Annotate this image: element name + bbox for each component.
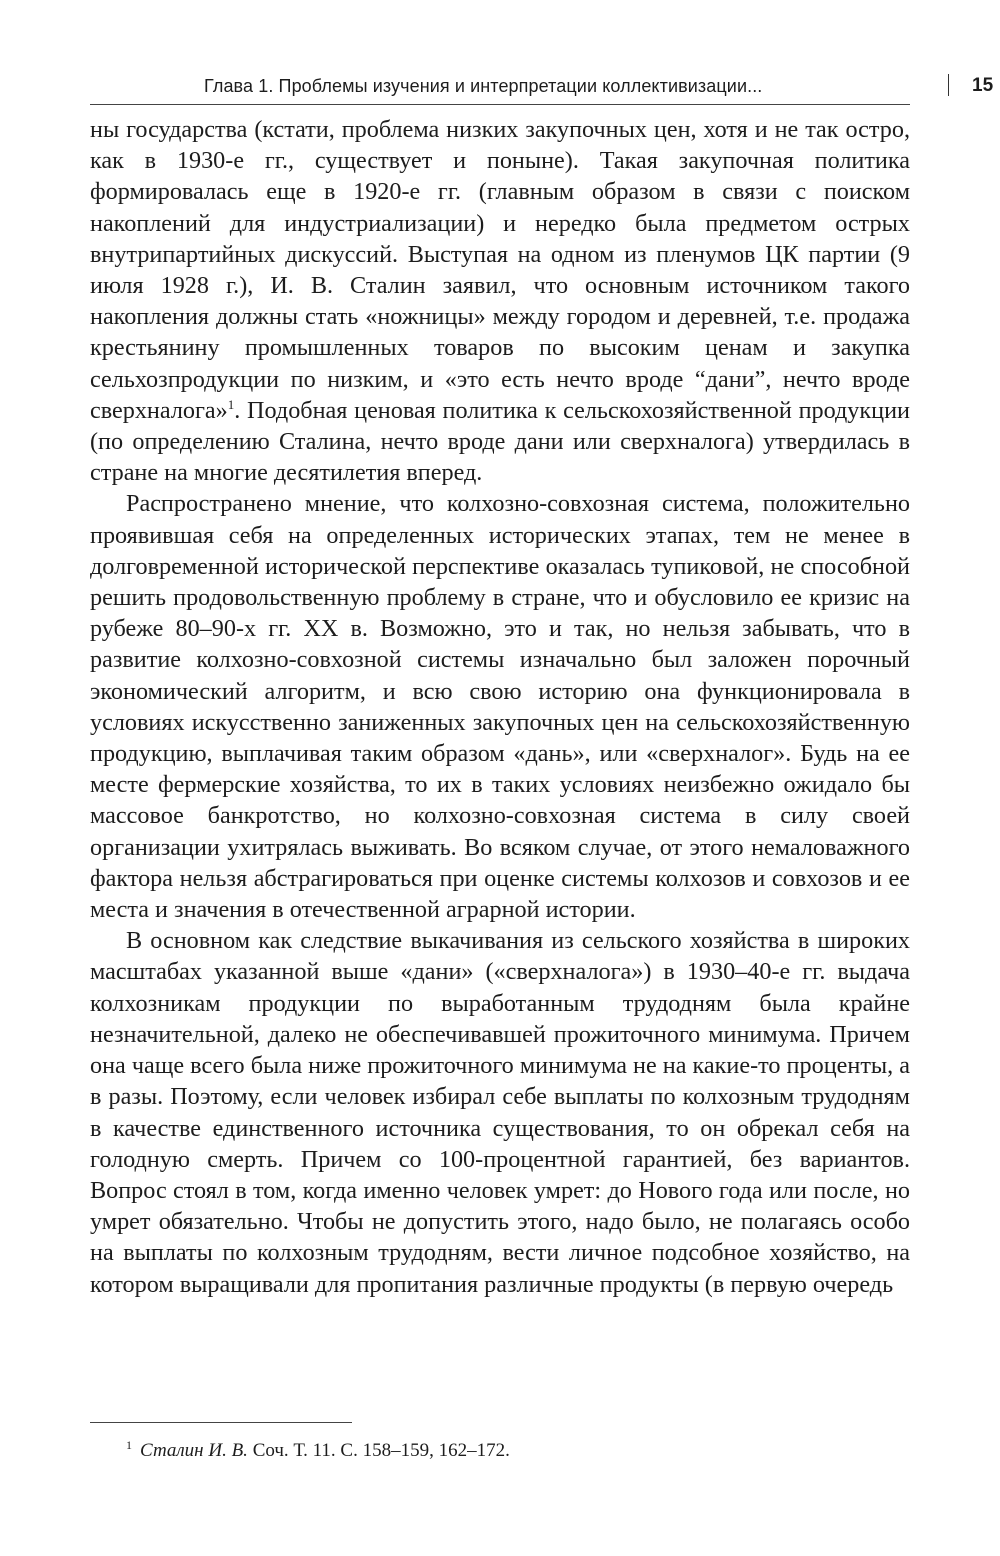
main-text bbox=[90, 114, 910, 1300]
footnote-citation: Соч. Т. 11. С. 158–159, 162–172. bbox=[252, 1440, 510, 1461]
paragraph-2: Распространено мнение, что колхозно-совхозная система, положительно проявившая себя на определенных исторических этапах, тем не менее в долговременной исторической перспективе оказалась тупиковой, не способной решить продовольственную проблему в стране, что и обусловило ее кризис на рубеже 80–90-х гг. XX в. Возможно, это и так, но нельзя забывать, что в развитие колхозно-совхозной системы изначально был заложен порочный экономический алгоритм, и всю свою историю она функционировала в условиях искусственно заниженных закупочных цен на сельскохозяйственную продукцию, выплачивая таким образом «дань», или «сверхналог». Будь на ее месте фермерские хозяйства, то их в таких условиях неизбежно ожидало бы массовое банкротство, но колхозно-совхозная система в силу своей организации ухитрялась выживать. Во всяком случае, от этого немаловажного фактора нельзя абстрагироваться при оценке системы колхозов и совхозов и ее места и значения в отечественной аграрной истории. bbox=[90, 490, 910, 924]
paragraph-1-continuation: . Подобная ценовая политика к сельскохозяйственной продукции (по определению Сталина, нечто вроде дани или сверхналога) утвердилась в стране на многие десятилетия вперед. bbox=[90, 396, 910, 487]
chapter-title: Глава 1. Проблемы изучения и интерпретации коллективизации... bbox=[204, 76, 763, 96]
footnote-reference[interactable]: 1 bbox=[227, 396, 235, 412]
page-number: 15 bbox=[972, 75, 994, 96]
paragraph-1 bbox=[90, 114, 910, 488]
header-rule bbox=[90, 104, 910, 105]
footnote-author: Сталин И. В. bbox=[140, 1440, 248, 1461]
header-separator bbox=[948, 74, 949, 96]
paragraph-1-text: ны государства (кстати, проблема низких закупочных цен, хотя и не так остро, как в 1930-е гг., существует и поныне). Такая закупочная политика формировалась еще в 1920-е гг. (главным образом в связи с поиском накоплений для индустриализации) и нередко была предметом острых внутрипартийных дискуссий. Выступая на одном из пленумов ЦК партии (9 июля 1928 г.), И. В. Сталин заявил, что основным источником такого накопления должны стать «ножницы» между городом и деревней, т.е. продажа крестьянину промышленных товаров по высоким ценам и закупка сельхозпродукции по низким, и «это есть нечто вроде “дани”, нечто вроде сверхналога» bbox=[90, 116, 910, 424]
footnote-rule bbox=[90, 1422, 352, 1423]
running-head bbox=[90, 70, 994, 106]
paragraph-3: В основном как следствие выкачивания из сельского хозяйства в широких масштабах указанной выше «дани» («сверхналога») в 1930–40-е гг. выдача колхозникам продукции по выработанным трудодням была крайне незначительной, далеко не обеспечивавшей прожиточного минимума. Причем она чаще всего была ниже прожиточного минимума не на какие-то проценты, а в разы. Поэтому, если человек избирал себе выплаты по колхозным трудодням в качестве единственного источника существования, то он обрекал себя на голодную смерть. Причем со 100-процентной гарантией, без вариантов. Вопрос стоял в том, когда именно человек умрет: до Нового года или после, но умрет обязательно. Чтобы не допустить этого, надо было, не полагаясь особо на выплаты по колхозным трудодням, вести личное подсобное хозяйство, на котором выращивали для пропитания различные продукты (в первую очередь bbox=[90, 927, 910, 1298]
footnote-number: 1 bbox=[126, 1438, 132, 1452]
footnote bbox=[126, 1438, 510, 1462]
